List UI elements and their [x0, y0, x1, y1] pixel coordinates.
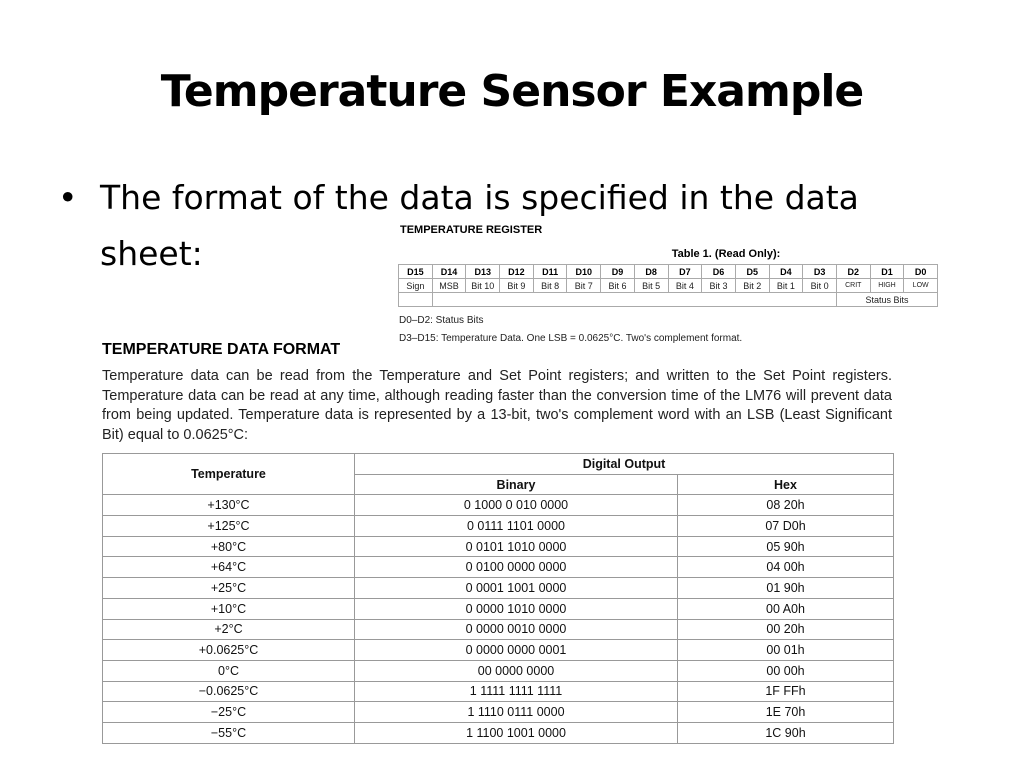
temperature-cell: +25°C	[103, 578, 355, 599]
bit-meaning: LOW	[904, 279, 938, 293]
temperature-cell: −25°C	[103, 702, 355, 723]
bit-meaning: HIGH	[870, 279, 904, 293]
bit-label: D3	[803, 265, 837, 279]
bit-meaning: Bit 9	[500, 279, 534, 293]
hex-cell: 1F FFh	[678, 681, 894, 702]
binary-cell: 0 0111 1101 0000	[355, 516, 678, 537]
binary-cell: 00 0000 0000	[355, 660, 678, 681]
bit-meaning: Bit 1	[769, 279, 803, 293]
header-binary: Binary	[355, 474, 678, 495]
bit-label: D10	[567, 265, 601, 279]
hex-cell: 00 20h	[678, 619, 894, 640]
binary-cell: 0 0001 1001 0000	[355, 578, 678, 599]
register-heading: TEMPERATURE REGISTER	[400, 224, 543, 236]
hex-cell: 07 D0h	[678, 516, 894, 537]
register-note-2: D3–D15: Temperature Data. One LSB = 0.0625°C. Two's complement format.	[399, 333, 743, 344]
bullet-text: The format of the data is specified in the data sheet:	[100, 178, 859, 273]
bit-meaning: Bit 3	[702, 279, 736, 293]
slide-title: Temperature Sensor Example	[160, 66, 864, 117]
empty-cell	[399, 293, 433, 307]
table-row	[103, 516, 894, 537]
table-row	[103, 702, 894, 723]
binary-cell: 1 1111 1111 1111	[355, 681, 678, 702]
bit-label: D4	[769, 265, 803, 279]
temperature-cell: +2°C	[103, 619, 355, 640]
bit-meaning: Bit 10	[466, 279, 500, 293]
hex-cell: 00 A0h	[678, 598, 894, 619]
table-row	[103, 536, 894, 557]
hex-cell: 05 90h	[678, 536, 894, 557]
empty-cell	[432, 293, 836, 307]
format-heading: TEMPERATURE DATA FORMAT	[102, 341, 341, 358]
temperature-cell: −55°C	[103, 722, 355, 743]
bit-label: D7	[668, 265, 702, 279]
bullet-icon: •	[58, 178, 78, 217]
meaning-row	[399, 279, 938, 293]
bit-label: D13	[466, 265, 500, 279]
status-bits-label: Status Bits	[836, 293, 937, 307]
bit-label: D2	[836, 265, 870, 279]
bit-label: D12	[500, 265, 534, 279]
header-hex: Hex	[678, 474, 894, 495]
hex-cell: 1C 90h	[678, 722, 894, 743]
register-table	[398, 264, 938, 307]
bit-meaning: Bit 4	[668, 279, 702, 293]
bit-meaning: MSB	[432, 279, 466, 293]
temperature-table	[102, 453, 894, 744]
bit-row	[399, 265, 938, 279]
table-row	[103, 578, 894, 599]
table-row	[103, 619, 894, 640]
hex-cell: 1E 70h	[678, 702, 894, 723]
bit-meaning: Sign	[399, 279, 433, 293]
bit-meaning: Bit 5	[634, 279, 668, 293]
header-temperature: Temperature	[103, 454, 355, 495]
hex-cell: 00 00h	[678, 660, 894, 681]
hex-cell: 00 01h	[678, 640, 894, 661]
register-note-1: D0–D2: Status Bits	[399, 315, 484, 326]
bit-label: D1	[870, 265, 904, 279]
bit-label: D9	[601, 265, 635, 279]
table-row	[103, 681, 894, 702]
bit-meaning: Bit 7	[567, 279, 601, 293]
header-digital-output: Digital Output	[355, 454, 894, 475]
format-paragraph: Temperature data can be read from the Temperature and Set Point registers; and written to the Set Point registers. Temperature data can be read at any time, although reading faster than the conversion time of the LM76 will prevent data from being updated. Temperature data is represented by a 13-bit, two's complement word with an LSB (Least Significant Bit) equal to 0.0625°C:	[102, 368, 892, 443]
bit-meaning: Bit 6	[601, 279, 635, 293]
bit-meaning: Bit 8	[533, 279, 567, 293]
bit-meaning: Bit 2	[735, 279, 769, 293]
bit-label: D8	[634, 265, 668, 279]
binary-cell: 1 1110 0111 0000	[355, 702, 678, 723]
binary-cell: 0 0000 1010 0000	[355, 598, 678, 619]
hex-cell: 01 90h	[678, 578, 894, 599]
table-row	[103, 598, 894, 619]
bit-label: D15	[399, 265, 433, 279]
register-caption: Table 1. (Read Only):	[671, 248, 781, 260]
table-row	[103, 640, 894, 661]
temperature-cell: +130°C	[103, 495, 355, 516]
bit-label: D6	[702, 265, 736, 279]
temperature-cell: −0.0625°C	[103, 681, 355, 702]
hex-cell: 04 00h	[678, 557, 894, 578]
binary-cell: 0 0100 0000 0000	[355, 557, 678, 578]
binary-cell: 0 1000 0 010 0000	[355, 495, 678, 516]
hex-cell: 08 20h	[678, 495, 894, 516]
binary-cell: 0 0101 1010 0000	[355, 536, 678, 557]
table-row	[103, 495, 894, 516]
bit-meaning: Bit 0	[803, 279, 837, 293]
temperature-cell: +10°C	[103, 598, 355, 619]
header-row	[103, 454, 894, 475]
table-row	[103, 722, 894, 743]
bit-label: D14	[432, 265, 466, 279]
temperature-cell: 0°C	[103, 660, 355, 681]
temperature-cell: +80°C	[103, 536, 355, 557]
binary-cell: 1 1100 1001 0000	[355, 722, 678, 743]
temperature-cell: +125°C	[103, 516, 355, 537]
bit-label: D11	[533, 265, 567, 279]
status-row	[399, 293, 938, 307]
bit-meaning: CRIT	[836, 279, 870, 293]
bit-label: D0	[904, 265, 938, 279]
binary-cell: 0 0000 0010 0000	[355, 619, 678, 640]
temperature-cell: +0.0625°C	[103, 640, 355, 661]
table-row	[103, 660, 894, 681]
binary-cell: 0 0000 0000 0001	[355, 640, 678, 661]
bit-label: D5	[735, 265, 769, 279]
temperature-cell: +64°C	[103, 557, 355, 578]
table-row	[103, 557, 894, 578]
